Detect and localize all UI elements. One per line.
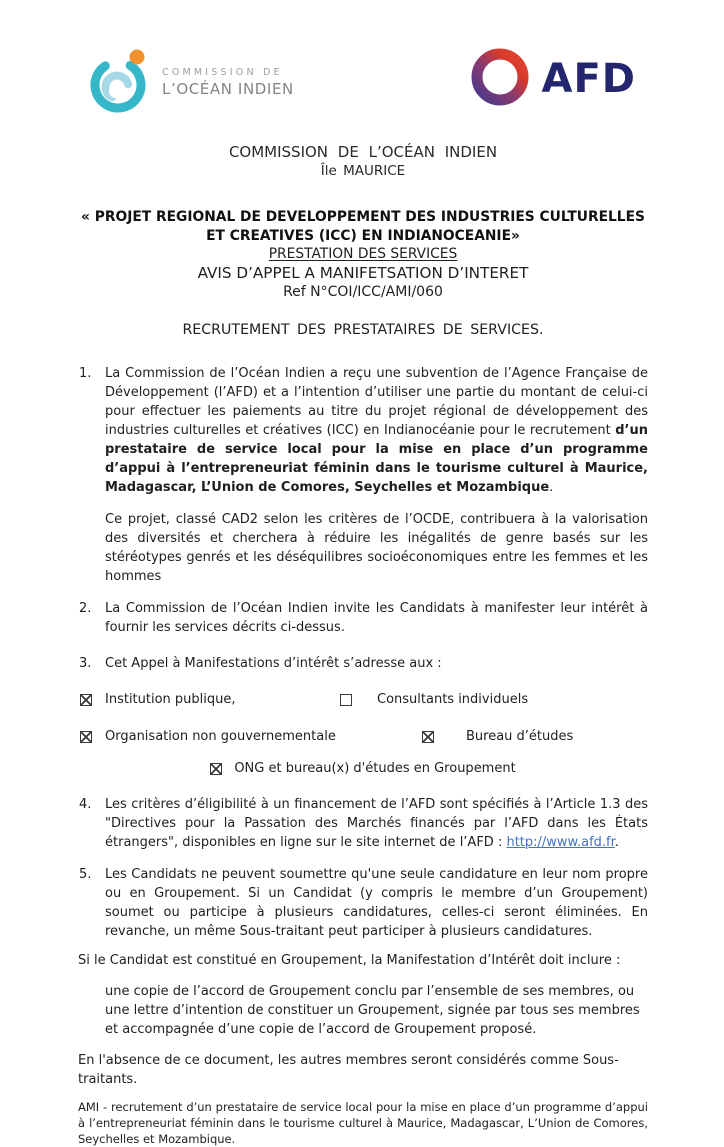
list-item-4-text	[105, 797, 648, 850]
checkbox-option-bureau	[422, 727, 573, 746]
text-run: .	[549, 480, 554, 495]
checkbox-label: Bureau d’études	[466, 729, 574, 744]
checkbox-row-1	[80, 690, 648, 709]
org-title: COMMISSION DE L’OCÉAN INDIEN	[228, 143, 498, 161]
coi-logo-line2: L’OCÉAN INDIEN	[162, 79, 294, 98]
list-number-1: 1.	[79, 366, 92, 381]
groupement-lines	[78, 982, 648, 1039]
header	[78, 45, 648, 117]
coi-logo-line1: COMMISSION DE	[162, 66, 283, 78]
coi-logo-text	[162, 67, 294, 98]
checkbox-bureau-etudes	[422, 731, 434, 743]
coi-logo	[88, 45, 294, 119]
text-run: La Commission de l’Océan Indien a reçu une subvention de l’Agence Française de Développement (l’AFD) et a l’intention d’utiliser une partie du montant de celui-ci pour effectuer les paiements au titre du projet régional de développement des industries culturelles et créatives (ICC) en Indianocéanie pour le recrutement	[105, 366, 648, 438]
afd-link[interactable]: http://www.afd.fr	[506, 835, 615, 850]
checkbox-option-institution	[80, 690, 340, 709]
groupement-line-2: une lettre d’intention de constituer un Groupement, signée par tous ses membres et accompagnée d’une copie de l’accord de Groupement proposé.	[105, 1003, 640, 1037]
list-item-2-text: La Commission de l’Océan Indien invite les Candidats à manifester leur intérêt à fournir les services décrits ci-dessus.	[105, 601, 648, 635]
checkbox-label: Consultants individuels	[377, 692, 529, 707]
list-item-1	[78, 364, 648, 497]
footer-note: AMI - recrutement d’un prestataire de service local pour la mise en place d’un programme d’appui à l’entrepreneuriat féminin dans le tourisme culturel à Maurice, Madagascar, L’Union de Comores, Seychelles et Mozambique.	[78, 1100, 648, 1146]
groupement-line-1: une copie de l’accord de Groupement conclu par l’ensemble de ses membres, ou	[105, 984, 635, 999]
checkbox-label: Organisation non gouvernementale	[105, 729, 336, 744]
section-title: RECRUTEMENT DES PRESTATAIRES DE SERVICES.	[182, 322, 544, 338]
checkbox-ong-groupement	[210, 763, 222, 775]
list-number-2: 2.	[79, 601, 92, 616]
checkbox-label: ONG et bureau(x) d'études en Groupement	[234, 761, 516, 776]
list-item-5-text: Les Candidats ne peuvent soumettre qu'une seule candidature en leur nom propre ou en Groupement. Si un Candidat (y compris le membre d’un Groupement) soumet ou participe à plusieurs candidatures, celles-ci seront éliminées. En revanche, un même Sous-traitant peut participer à plusieurs candidatures.	[105, 867, 648, 939]
list-item-3-text: Cet Appel à Manifestations d’intérêt s’adresse aux :	[105, 656, 442, 671]
checkbox-row-center	[78, 759, 648, 778]
document-body	[78, 364, 648, 1147]
prestation-title-text: PRESTATION DES SERVICES	[268, 246, 458, 262]
avis-title: AVIS D’APPEL A MANIFETSATION D’INTERET	[197, 264, 529, 282]
text-run: d’un prestataire de service local pour la mise en place d’un programme d’appui à l’entrepreneuriat féminin dans le tourisme culturel à Maurice, Madagascar, L’Union de Comores, Seychelles et Mozambique	[105, 423, 648, 495]
paragraph-cad2: Ce projet, classé CAD2 selon les critères de l’OCDE, contribuera à la valorisation des diversités et cherchera à réduire les inégalités de genre basés sur les stéréotypes genrés et les déséquilibres socioéconomiques entre les femmes et les hommes	[105, 512, 648, 584]
org-subtitle: Île MAURICE	[320, 163, 406, 179]
list-item-2	[78, 599, 648, 637]
afd-logo	[470, 47, 636, 111]
list-item-3	[78, 654, 648, 673]
afd-ring-icon	[470, 47, 530, 111]
paragraph-groupement-intro: Si le Candidat est constitué en Groupement, la Manifestation d’Intérêt doit inclure :	[78, 953, 621, 968]
checkbox-row-2	[80, 727, 648, 746]
text-run: .	[614, 835, 619, 850]
checkbox-organisation-non-gouvernementale	[80, 731, 92, 743]
ref-number: Ref N°COI/ICC/AMI/060	[283, 284, 443, 300]
list-item-4	[78, 795, 648, 852]
checkbox-label: Institution publique,	[105, 692, 236, 707]
checkbox-option-ong	[80, 727, 422, 746]
list-number-4: 4.	[79, 797, 92, 812]
prestation-title	[78, 245, 648, 264]
list-item-1-text	[105, 366, 648, 495]
list-number-3: 3.	[79, 656, 92, 671]
afd-logo-text: AFD	[541, 56, 636, 102]
coi-logo-mark-icon	[88, 45, 152, 119]
checkbox-option-consultants	[340, 690, 528, 709]
list-item-5	[78, 865, 648, 941]
project-title: « PROJET REGIONAL DE DEVELOPPEMENT DES INDUSTRIES CULTURELLES ET CREATIVES (ICC) EN INDIANOCEANIE»	[81, 209, 645, 244]
checkbox-consultants-individuels	[340, 694, 352, 706]
checkbox-option-groupement	[210, 759, 515, 778]
paragraph-absence: En l'absence de ce document, les autres membres seront considérés comme Sous-traitants.	[78, 1053, 619, 1087]
list-number-5: 5.	[79, 867, 92, 882]
checkbox-institution-publique	[80, 694, 92, 706]
text-run: Les critères d’éligibilité à un financement de l’AFD sont spécifiés à l’Article 1.3 des "Directives pour la Passation des Marchés financés par l’AFD dans les États étrangers", disponibles en ligne sur le site internet de l’AFD :	[105, 797, 648, 850]
